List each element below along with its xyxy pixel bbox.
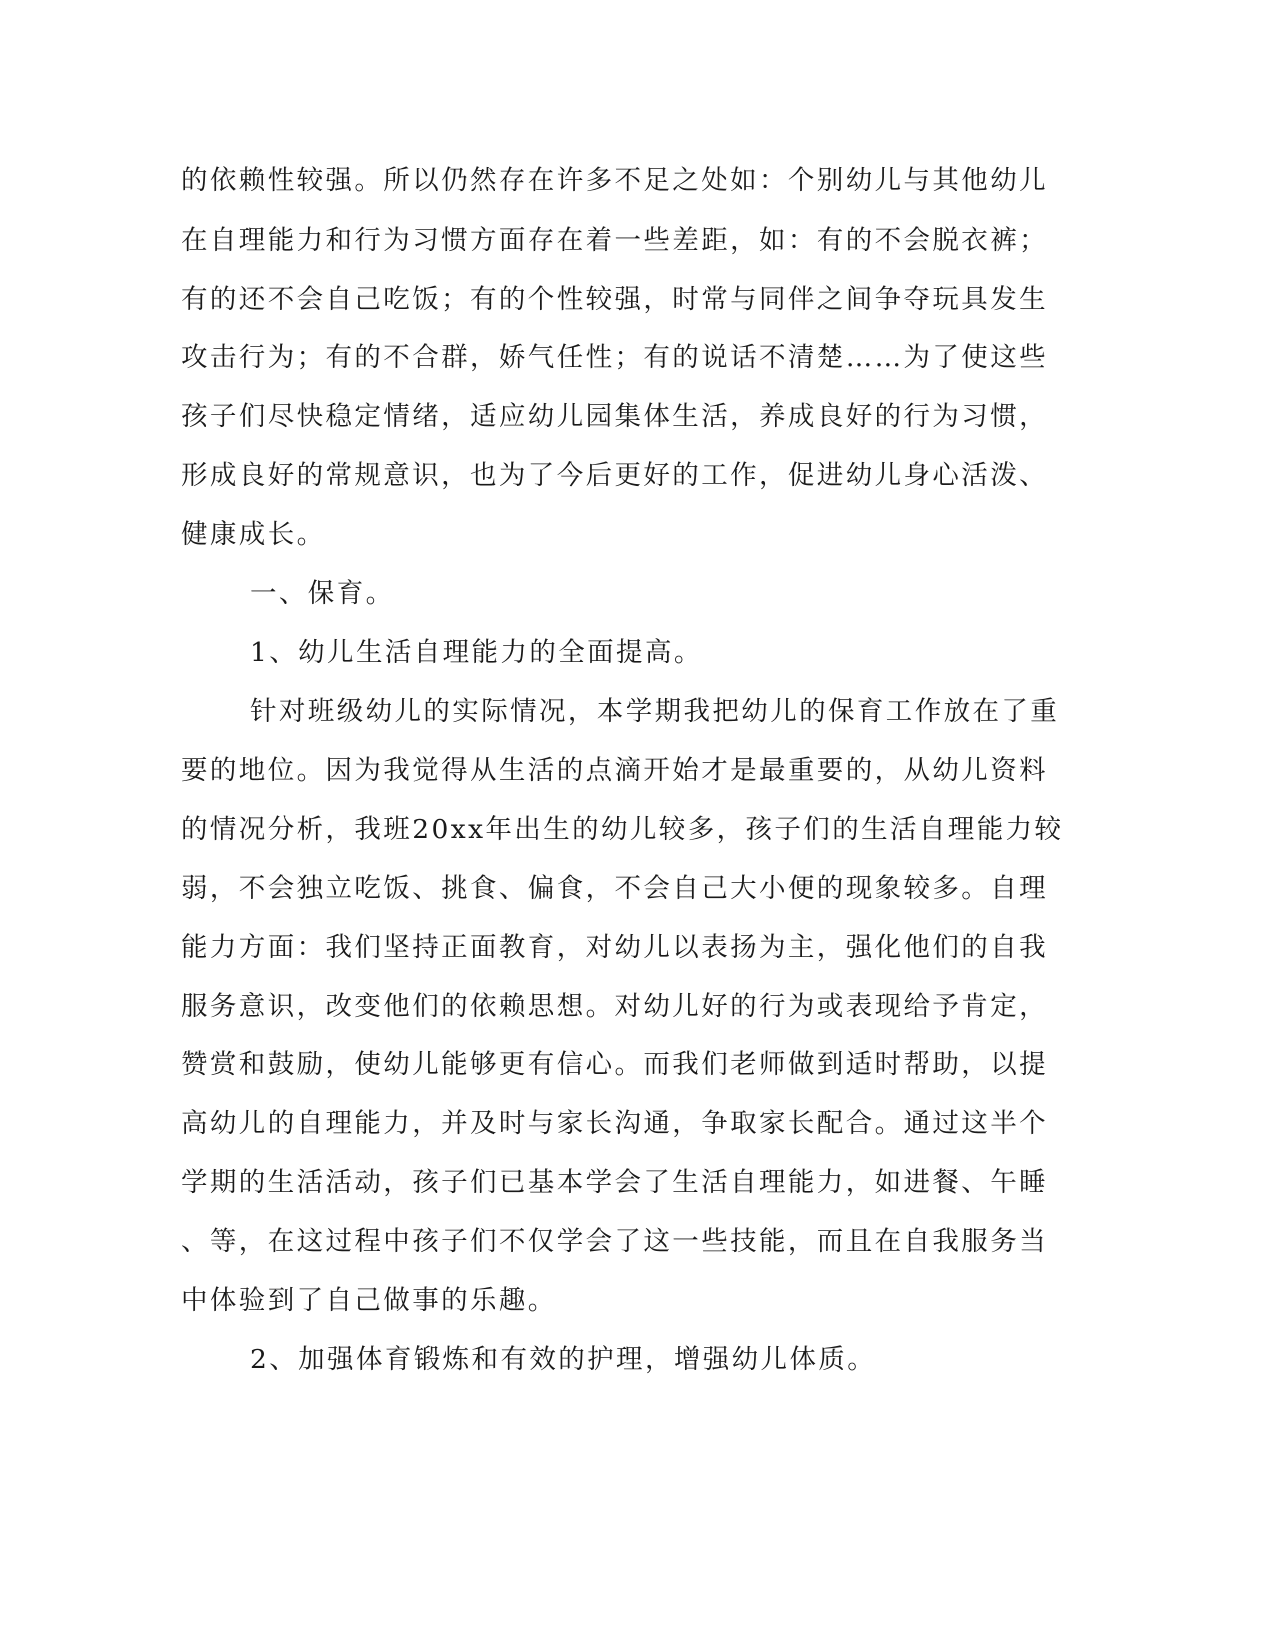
- section-heading: 一、保育。: [250, 578, 395, 609]
- subsection-heading: 1、幼儿生活自理能力的全面提高。: [250, 637, 703, 668]
- body-text-line: 、等，在这过程中孩子们不仅学会了这一些技能，而且在自我服务当: [181, 1226, 1048, 1257]
- body-text-line: 要的地位。因为我觉得从生活的点滴开始才是最重要的，从幼儿资料: [181, 755, 1048, 786]
- body-text-line: 形成良好的常规意识，也为了今后更好的工作，促进幼儿身心活泼、: [181, 460, 1048, 491]
- body-text-line: 健康成长。: [181, 519, 326, 550]
- body-text-line: 能力方面：我们坚持正面教育，对幼儿以表扬为主，强化他们的自我: [181, 932, 1048, 963]
- body-text-line: 服务意识，改变他们的依赖思想。对幼儿好的行为或表现给予肯定，: [181, 991, 1048, 1022]
- body-text-line: 的情况分析，我班20xx年出生的幼儿较多，孩子们的生活自理能力较: [181, 814, 1064, 845]
- body-text-line: 中体验到了自己做事的乐趣。: [181, 1285, 557, 1316]
- body-text-line: 攻击行为；有的不合群，娇气任性；有的说话不清楚……为了使这些: [181, 342, 1048, 373]
- subsection-heading: 2、加强体育锻炼和有效的护理，增强幼儿体质。: [250, 1344, 877, 1375]
- body-text-line: 有的还不会自己吃饭；有的个性较强，时常与同伴之间争夺玩具发生: [181, 284, 1048, 315]
- body-text-line: 赞赏和鼓励，使幼儿能够更有信心。而我们老师做到适时帮助，以提: [181, 1049, 1048, 1080]
- body-text-line: 针对班级幼儿的实际情况，本学期我把幼儿的保育工作放在了重: [250, 696, 1060, 727]
- body-text-line: 高幼儿的自理能力，并及时与家长沟通，争取家长配合。通过这半个: [181, 1108, 1048, 1139]
- body-text-line: 孩子们尽快稳定情绪，适应幼儿园集体生活，养成良好的行为习惯，: [181, 401, 1048, 432]
- body-text-line: 学期的生活活动，孩子们已基本学会了生活自理能力，如进餐、午睡: [181, 1167, 1048, 1198]
- body-text-line: 在自理能力和行为习惯方面存在着一些差距，如：有的不会脱衣裤；: [181, 225, 1048, 256]
- body-text-line: 弱，不会独立吃饭、挑食、偏食，不会自己大小便的现象较多。自理: [181, 873, 1048, 904]
- body-text-line: 的依赖性较强。所以仍然存在许多不足之处如：个别幼儿与其他幼儿: [181, 165, 1048, 196]
